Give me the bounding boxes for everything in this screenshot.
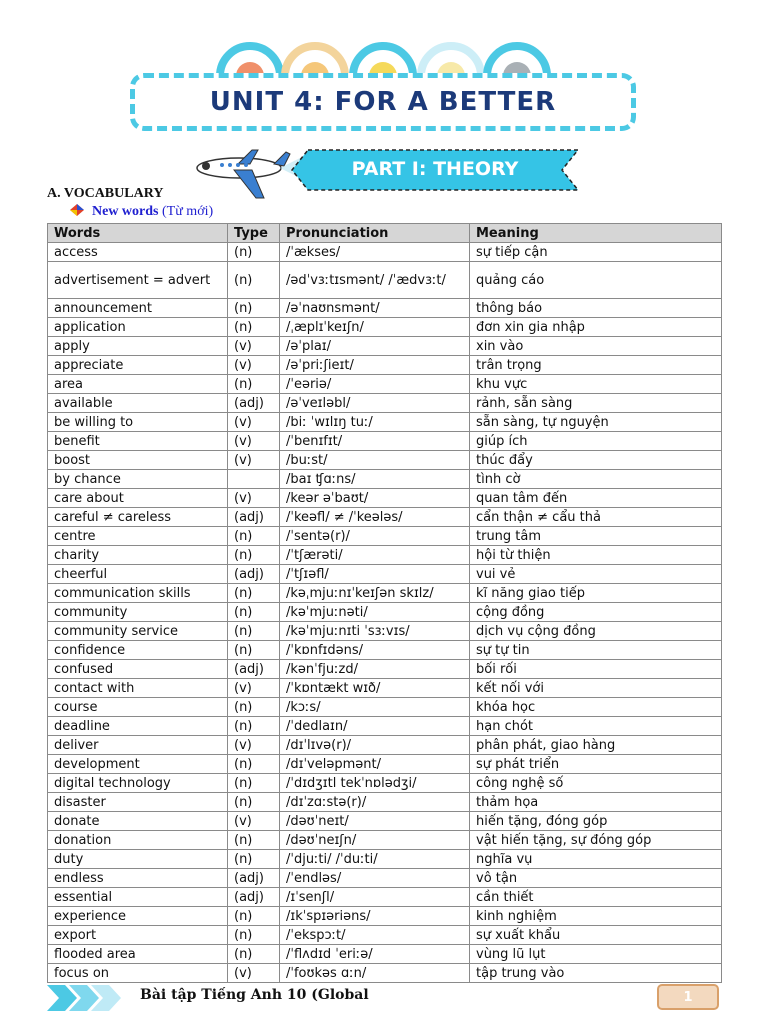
footer-arrows-icon <box>47 983 127 1013</box>
meaning-cell: phân phát, giao hàng <box>470 736 722 755</box>
table-header-row <box>48 224 722 243</box>
table-row <box>48 755 722 774</box>
subheading-note: (Từ mới) <box>162 204 214 219</box>
meaning-cell: vô tận <box>470 869 722 888</box>
pronunciation-cell: /ˈdedlaɪn/ <box>280 717 470 736</box>
airplane-icon <box>194 148 304 203</box>
type-cell: (n) <box>228 945 280 964</box>
type-cell: (n) <box>228 641 280 660</box>
unit-title-box <box>130 73 636 131</box>
table-row <box>48 394 722 413</box>
word-cell: confidence <box>48 641 228 660</box>
table-row <box>48 508 722 527</box>
word-cell: careful ≠ careless <box>48 508 228 527</box>
pronunciation-cell: /əˈplaɪ/ <box>280 337 470 356</box>
pronunciation-cell: /dɪˈlɪvə(r)/ <box>280 736 470 755</box>
type-cell: (n) <box>228 546 280 565</box>
section-heading: A. VOCABULARY <box>47 186 164 201</box>
pronunciation-cell: /ˈkɒntækt wɪð/ <box>280 679 470 698</box>
table-row <box>48 413 722 432</box>
word-cell: deadline <box>48 717 228 736</box>
table-row <box>48 584 722 603</box>
table-row <box>48 375 722 394</box>
type-cell: (n) <box>228 262 280 299</box>
word-cell: appreciate <box>48 356 228 375</box>
word-cell: charity <box>48 546 228 565</box>
word-cell: apply <box>48 337 228 356</box>
meaning-cell: khu vực <box>470 375 722 394</box>
word-cell: care about <box>48 489 228 508</box>
pronunciation-cell: /ədˈvɜːtɪsmənt/ /ˈædvɜːt/ <box>280 262 470 299</box>
word-cell: available <box>48 394 228 413</box>
table-row <box>48 888 722 907</box>
meaning-cell: rảnh, sẵn sàng <box>470 394 722 413</box>
pronunciation-cell: /ˌæplɪˈkeɪʃn/ <box>280 318 470 337</box>
table-row <box>48 546 722 565</box>
table-row <box>48 356 722 375</box>
table-row <box>48 679 722 698</box>
word-cell: development <box>48 755 228 774</box>
pronunciation-cell: /dɪˈveləpmənt/ <box>280 755 470 774</box>
meaning-cell: sự xuất khẩu <box>470 926 722 945</box>
meaning-cell: thông báo <box>470 299 722 318</box>
type-cell: (n) <box>228 527 280 546</box>
type-cell: (v) <box>228 432 280 451</box>
subheading-bold: New words <box>92 204 159 219</box>
meaning-cell: sự tự tin <box>470 641 722 660</box>
meaning-cell: đơn xin gia nhập <box>470 318 722 337</box>
meaning-cell: tình cờ <box>470 470 722 489</box>
type-cell: (adj) <box>228 660 280 679</box>
type-cell: (v) <box>228 413 280 432</box>
word-cell: contact with <box>48 679 228 698</box>
type-cell: (n) <box>228 926 280 945</box>
meaning-cell: dịch vụ cộng đồng <box>470 622 722 641</box>
table-row <box>48 698 722 717</box>
pronunciation-cell: /ˈækses/ <box>280 243 470 262</box>
table-row <box>48 527 722 546</box>
meaning-cell: thúc đẩy <box>470 451 722 470</box>
meaning-cell: cộng đồng <box>470 603 722 622</box>
word-cell: experience <box>48 907 228 926</box>
table-row <box>48 565 722 584</box>
meaning-cell: cần thiết <box>470 888 722 907</box>
pronunciation-cell: /ˈkeəfl/ ≠ /ˈkeələs/ <box>280 508 470 527</box>
meaning-cell: vùng lũ lụt <box>470 945 722 964</box>
pronunciation-cell: /buːst/ <box>280 451 470 470</box>
pronunciation-cell: /ɪkˈspɪəriəns/ <box>280 907 470 926</box>
pronunciation-cell: /ˈflʌdɪd ˈeriːə/ <box>280 945 470 964</box>
word-cell: access <box>48 243 228 262</box>
word-cell: duty <box>48 850 228 869</box>
table-row <box>48 793 722 812</box>
meaning-cell: thảm họa <box>470 793 722 812</box>
type-cell: (v) <box>228 964 280 983</box>
table-row <box>48 869 722 888</box>
meaning-cell: kết nối với <box>470 679 722 698</box>
type-cell: (n) <box>228 622 280 641</box>
type-cell: (adj) <box>228 888 280 907</box>
meaning-cell: khóa học <box>470 698 722 717</box>
pronunciation-cell: /əˈpriːʃieɪt/ <box>280 356 470 375</box>
table-row <box>48 603 722 622</box>
meaning-cell: quan tâm đến <box>470 489 722 508</box>
column-header-type: Type <box>228 224 280 243</box>
word-cell: benefit <box>48 432 228 451</box>
word-cell: application <box>48 318 228 337</box>
pronunciation-cell: /dɪˈzɑːstə(r)/ <box>280 793 470 812</box>
word-cell: communication skills <box>48 584 228 603</box>
type-cell: (v) <box>228 337 280 356</box>
type-cell: (adj) <box>228 394 280 413</box>
type-cell <box>228 470 280 489</box>
pronunciation-cell: /ˈendləs/ <box>280 869 470 888</box>
word-cell: focus on <box>48 964 228 983</box>
column-header-pronunciation: Pronunciation <box>280 224 470 243</box>
type-cell: (v) <box>228 356 280 375</box>
word-cell: essential <box>48 888 228 907</box>
type-cell: (v) <box>228 679 280 698</box>
meaning-cell: sẵn sàng, tự nguyện <box>470 413 722 432</box>
pronunciation-cell: /ˈsentə(r)/ <box>280 527 470 546</box>
pronunciation-cell: /əˈveɪləbl/ <box>280 394 470 413</box>
type-cell: (n) <box>228 299 280 318</box>
type-cell: (n) <box>228 375 280 394</box>
table-row <box>48 432 722 451</box>
pronunciation-cell: /əˈnaʊnsmənt/ <box>280 299 470 318</box>
table-row <box>48 318 722 337</box>
meaning-cell: công nghệ số <box>470 774 722 793</box>
table-row <box>48 660 722 679</box>
word-cell: area <box>48 375 228 394</box>
type-cell: (n) <box>228 243 280 262</box>
meaning-cell: kĩ năng giao tiếp <box>470 584 722 603</box>
meaning-cell: bối rối <box>470 660 722 679</box>
table-row <box>48 774 722 793</box>
diamond-bullet-icon <box>70 204 84 216</box>
type-cell: (adj) <box>228 869 280 888</box>
meaning-cell: trân trọng <box>470 356 722 375</box>
pronunciation-cell: /kəˈmjuːnəti/ <box>280 603 470 622</box>
type-cell: (adj) <box>228 508 280 527</box>
pronunciation-cell: /dəʊˈneɪʃn/ <box>280 831 470 850</box>
meaning-cell: sự phát triển <box>470 755 722 774</box>
pronunciation-cell: /ˈtʃærəti/ <box>280 546 470 565</box>
meaning-cell: vật hiến tặng, sự đóng góp <box>470 831 722 850</box>
meaning-cell: cẩn thận ≠ cẩu thả <box>470 508 722 527</box>
table-row <box>48 489 722 508</box>
pronunciation-cell: /biː ˈwɪlɪŋ tuː/ <box>280 413 470 432</box>
type-cell: (v) <box>228 812 280 831</box>
table-row <box>48 850 722 869</box>
pronunciation-cell: /dəʊˈneɪt/ <box>280 812 470 831</box>
table-row <box>48 470 722 489</box>
meaning-cell: hạn chót <box>470 717 722 736</box>
pronunciation-cell: /ɪˈsenʃl/ <box>280 888 470 907</box>
pronunciation-cell: /baɪ ʧɑːns/ <box>280 470 470 489</box>
pronunciation-cell: /ˈekspɔːt/ <box>280 926 470 945</box>
vocabulary-table <box>47 223 722 983</box>
table-row <box>48 299 722 318</box>
word-cell: donation <box>48 831 228 850</box>
meaning-cell: trung tâm <box>470 527 722 546</box>
type-cell: (n) <box>228 850 280 869</box>
type-cell: (v) <box>228 451 280 470</box>
word-cell: export <box>48 926 228 945</box>
table-row <box>48 262 722 299</box>
subheading <box>70 204 213 220</box>
part-label: PART I: THEORY <box>351 158 519 180</box>
type-cell: (n) <box>228 318 280 337</box>
type-cell: (adj) <box>228 565 280 584</box>
meaning-cell: nghĩa vụ <box>470 850 722 869</box>
word-cell: boost <box>48 451 228 470</box>
table-row <box>48 945 722 964</box>
word-cell: course <box>48 698 228 717</box>
footer-text: Bài tập Tiếng Anh 10 (Global <box>140 987 369 1003</box>
word-cell: endless <box>48 869 228 888</box>
type-cell: (n) <box>228 907 280 926</box>
word-cell: community service <box>48 622 228 641</box>
word-cell: announcement <box>48 299 228 318</box>
type-cell: (n) <box>228 603 280 622</box>
column-header-words: Words <box>48 224 228 243</box>
type-cell: (n) <box>228 755 280 774</box>
type-cell: (n) <box>228 831 280 850</box>
type-cell: (n) <box>228 774 280 793</box>
pronunciation-cell: /ˈtʃɪəfl/ <box>280 565 470 584</box>
word-cell: community <box>48 603 228 622</box>
table-row <box>48 964 722 983</box>
type-cell: (n) <box>228 698 280 717</box>
pronunciation-cell: /ˈdɪdʒɪtl tekˈnɒlədʒi/ <box>280 774 470 793</box>
type-cell: (n) <box>228 717 280 736</box>
meaning-cell: kinh nghiệm <box>470 907 722 926</box>
pronunciation-cell: /ˈfoʊkəs ɑːn/ <box>280 964 470 983</box>
pronunciation-cell: /kɔːs/ <box>280 698 470 717</box>
table-row <box>48 717 722 736</box>
word-cell: cheerful <box>48 565 228 584</box>
word-cell: by chance <box>48 470 228 489</box>
word-cell: advertisement = advert <box>48 262 228 299</box>
table-row <box>48 926 722 945</box>
pronunciation-cell: /ˈeəriə/ <box>280 375 470 394</box>
page-number: 1 <box>657 984 719 1010</box>
word-cell: donate <box>48 812 228 831</box>
meaning-cell: xin vào <box>470 337 722 356</box>
word-cell: disaster <box>48 793 228 812</box>
pronunciation-cell: /kənˈfjuːzd/ <box>280 660 470 679</box>
table-row <box>48 641 722 660</box>
type-cell: (v) <box>228 736 280 755</box>
pronunciation-cell: /ˈdjuːti/ /ˈduːti/ <box>280 850 470 869</box>
pronunciation-cell: /kəˌmjuːnɪˈkeɪʃən skɪlz/ <box>280 584 470 603</box>
word-cell: flooded area <box>48 945 228 964</box>
table-row <box>48 907 722 926</box>
meaning-cell: hiến tặng, đóng góp <box>470 812 722 831</box>
meaning-cell: tập trung vào <box>470 964 722 983</box>
word-cell: digital technology <box>48 774 228 793</box>
table-row <box>48 812 722 831</box>
table-row <box>48 736 722 755</box>
word-cell: be willing to <box>48 413 228 432</box>
table-row <box>48 831 722 850</box>
table-row <box>48 622 722 641</box>
type-cell: (n) <box>228 793 280 812</box>
table-row <box>48 337 722 356</box>
table-row <box>48 451 722 470</box>
table-row <box>48 243 722 262</box>
unit-title: UNIT 4: FOR A BETTER <box>209 87 557 117</box>
meaning-cell: sự tiếp cận <box>470 243 722 262</box>
meaning-cell: hội từ thiện <box>470 546 722 565</box>
pronunciation-cell: /ˈkɒnfɪdəns/ <box>280 641 470 660</box>
pronunciation-cell: /keər əˈbaʊt/ <box>280 489 470 508</box>
pronunciation-cell: /ˈbenɪfɪt/ <box>280 432 470 451</box>
type-cell: (n) <box>228 584 280 603</box>
meaning-cell: vui vẻ <box>470 565 722 584</box>
word-cell: confused <box>48 660 228 679</box>
meaning-cell: quảng cáo <box>470 262 722 299</box>
pronunciation-cell: /kəˈmjuːnɪti ˈsɜːvɪs/ <box>280 622 470 641</box>
meaning-cell: giúp ích <box>470 432 722 451</box>
word-cell: centre <box>48 527 228 546</box>
column-header-meaning: Meaning <box>470 224 722 243</box>
type-cell: (v) <box>228 489 280 508</box>
word-cell: deliver <box>48 736 228 755</box>
